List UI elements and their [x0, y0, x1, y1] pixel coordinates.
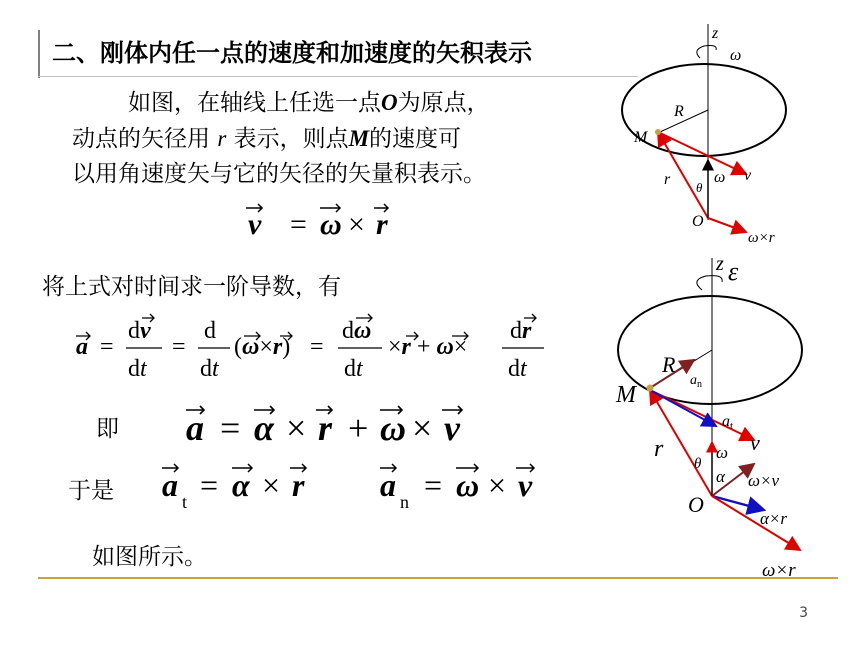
svg-text:=: =: [100, 334, 114, 360]
label-at: at: [722, 413, 734, 432]
closing-text: 如图所示。: [92, 544, 207, 570]
radius-line: [660, 110, 708, 132]
point-M-marker: [655, 129, 661, 135]
label-omega-cross-r: ω×r: [748, 230, 775, 246]
svg-text:×: ×: [286, 408, 307, 448]
ji-label: 即: [96, 416, 119, 442]
intro-line-1: [128, 84, 490, 117]
label-omega-cross-r-2: ω×r: [762, 560, 796, 581]
axr-vector: [712, 496, 764, 510]
label-R-2: R: [662, 352, 676, 377]
svg-text:×: ×: [412, 408, 433, 448]
intro-line-3: 以用角速度矢与它的矢径的矢量积表示。: [72, 161, 486, 187]
page-number: 3: [799, 605, 808, 621]
svg-text:a: a: [76, 334, 88, 360]
yushi-label: 于是: [68, 478, 114, 504]
intro-line-2: 动点的矢径用 r 表示，则点M的速度可: [72, 126, 462, 152]
svg-text:r: r: [318, 408, 333, 448]
svg-text:×: ×: [488, 467, 507, 503]
svg-text:ω: ω: [456, 467, 480, 503]
intro-text-1: 如图，在轴线上任选一点: [128, 90, 381, 116]
svg-text:ω: ω: [380, 408, 407, 448]
velocity-diagram: [620, 20, 820, 250]
svg-text:v: v: [518, 467, 533, 503]
label-alpha-cross-r: α×r: [760, 509, 788, 528]
svg-text:dv: dv: [128, 318, 151, 344]
rotation-arrow: [697, 46, 716, 59]
rotation-disc-2: [618, 296, 802, 404]
svg-text:a: a: [186, 408, 204, 448]
svg-text:dt: dt: [344, 356, 363, 382]
svg-text:r: r: [292, 467, 305, 503]
svg-text:n: n: [400, 492, 409, 512]
label-M-2: M: [616, 382, 636, 408]
radius-vector-r: r: [217, 126, 227, 151]
label-omega-cross-v: ω×v: [748, 471, 780, 490]
svg-text:+: +: [348, 408, 369, 448]
slide-title: 二、刚体内任一点的速度和加速度的矢积表示: [52, 39, 532, 67]
title-accent-bar: [38, 30, 40, 78]
svg-text:=: =: [200, 467, 219, 503]
svg-text:t: t: [182, 492, 188, 512]
svg-text:dt: dt: [508, 356, 527, 382]
omega-cross-r-vector: [708, 218, 746, 232]
derivative-equation: [70, 306, 590, 388]
eq-omega: ω: [320, 208, 342, 241]
svg-text:dω: dω: [342, 318, 372, 344]
label-omega-vec: ω: [714, 169, 726, 186]
title-underline: [38, 76, 638, 77]
label-v: v: [744, 167, 752, 184]
svg-text:=: =: [172, 334, 186, 360]
svg-text:=: =: [310, 334, 324, 360]
label-R: R: [674, 103, 684, 120]
normal-accel-equation: [374, 458, 564, 518]
eq-equals: =: [290, 208, 307, 241]
point-M-marker-2: [647, 385, 654, 392]
svg-text:a: a: [380, 467, 396, 503]
svg-text:=: =: [220, 408, 241, 448]
derivative-text: 将上式对时间求一阶导数，有: [42, 274, 341, 300]
eq-v: v: [248, 208, 262, 241]
acceleration-equation: [180, 398, 480, 454]
label-theta: θ: [696, 180, 703, 195]
eq-r: r: [376, 208, 388, 241]
label-r-2: r: [654, 436, 664, 462]
svg-text:dt: dt: [128, 356, 147, 382]
svg-text:d: d: [204, 318, 216, 344]
origin-O: O: [381, 90, 398, 115]
label-O-2: O: [688, 492, 704, 517]
svg-text:×r + ω×: ×r + ω×: [388, 334, 468, 360]
eq-times: ×: [348, 208, 365, 241]
acceleration-diagram: [604, 250, 844, 590]
svg-text:α: α: [232, 467, 250, 503]
svg-text:×: ×: [262, 467, 281, 503]
svg-text:v: v: [444, 408, 460, 448]
label-omega-vec-2: ω: [716, 443, 729, 462]
tangential-accel-equation: [156, 458, 336, 518]
label-r: r: [664, 171, 671, 188]
label-an: $a_n$: [690, 373, 702, 390]
point-M: M: [348, 126, 370, 151]
label-M: M: [634, 129, 648, 146]
svg-text:dr: dr: [510, 318, 532, 344]
label-alpha: α: [716, 467, 725, 486]
rotation-arrow-2: [697, 276, 722, 290]
intro-text-1b: 为原点，: [397, 90, 490, 116]
svg-text:=: =: [424, 467, 443, 503]
velocity-equation: [240, 198, 400, 246]
label-theta-2: θ: [694, 456, 702, 472]
svg-text:α: α: [254, 408, 274, 448]
label-z: z: [712, 25, 719, 42]
label-z-2: z: [716, 253, 724, 275]
label-omega: ω: [730, 47, 742, 64]
label-v-2: v: [750, 430, 760, 455]
label-O: O: [692, 213, 704, 230]
svg-text:dt: dt: [200, 356, 219, 382]
svg-text:(ω×r): (ω×r): [234, 334, 291, 360]
svg-text:a: a: [162, 467, 178, 503]
label-epsilon: ε: [728, 257, 739, 286]
